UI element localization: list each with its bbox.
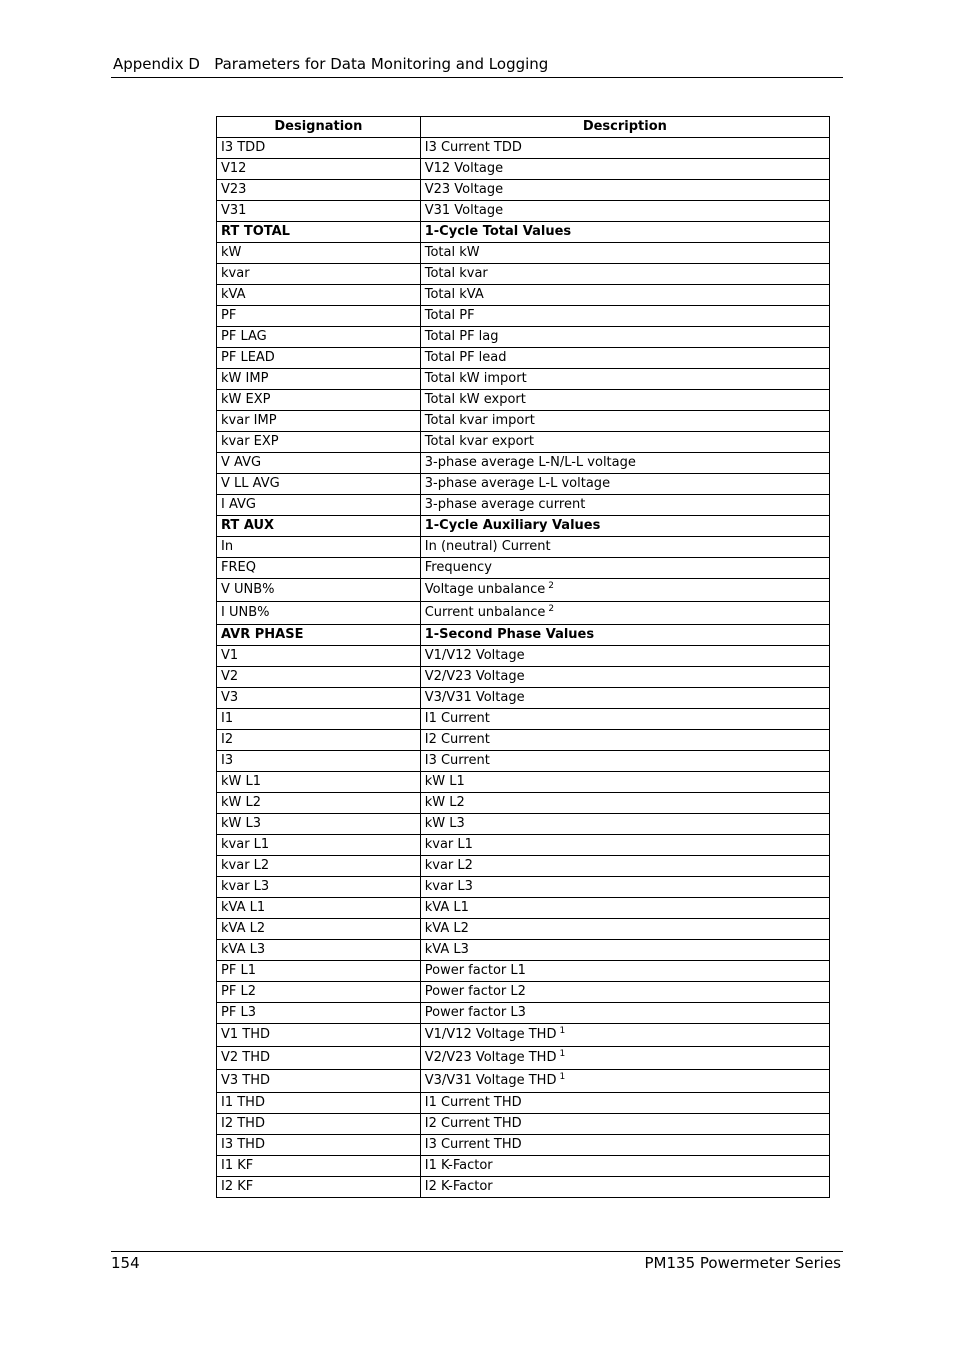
description-cell xyxy=(420,201,829,222)
description-text: Total kvar export xyxy=(424,434,535,449)
description-cell xyxy=(420,432,829,453)
description-text: I1 K-Factor xyxy=(424,1158,493,1173)
description-cell xyxy=(420,138,829,159)
description-text: 1-Second Phase Values xyxy=(424,627,595,642)
designation-cell: I1 THD xyxy=(217,1093,421,1114)
description-text: Total PF lead xyxy=(424,350,507,365)
designation-cell: PF LAG xyxy=(217,327,421,348)
designation-cell: I2 THD xyxy=(217,1114,421,1135)
description-cell xyxy=(420,772,829,793)
description-cell xyxy=(420,730,829,751)
description-cell xyxy=(420,327,829,348)
description-text: Power factor L1 xyxy=(424,963,526,978)
page-footer xyxy=(111,1251,843,1276)
description-cell xyxy=(420,348,829,369)
description-cell xyxy=(420,1047,829,1070)
designation-cell: kW L3 xyxy=(217,814,421,835)
product-name: PM135 Powermeter Series xyxy=(644,1254,841,1272)
description-cell xyxy=(420,898,829,919)
table-row xyxy=(217,1070,830,1093)
description-cell xyxy=(420,1177,829,1198)
description-text: Current unbalance xyxy=(424,605,546,620)
table-row xyxy=(217,1093,830,1114)
description-text: V2/V23 Voltage THD xyxy=(424,1050,557,1065)
designation-cell: RT TOTAL xyxy=(217,222,421,243)
description-text: Total kW import xyxy=(424,371,527,386)
description-cell xyxy=(420,495,829,516)
table-row xyxy=(217,1003,830,1024)
description-text: V1/V12 Voltage THD xyxy=(424,1027,557,1042)
description-text: I1 Current xyxy=(424,711,490,726)
description-cell xyxy=(420,919,829,940)
table-row xyxy=(217,793,830,814)
table-row xyxy=(217,327,830,348)
table-row xyxy=(217,919,830,940)
designation-cell: V31 xyxy=(217,201,421,222)
designation-cell: kW L1 xyxy=(217,772,421,793)
description-text: I2 Current THD xyxy=(424,1116,522,1131)
designation-cell: I2 xyxy=(217,730,421,751)
description-cell xyxy=(420,751,829,772)
designation-cell: I1 KF xyxy=(217,1156,421,1177)
table-row xyxy=(217,201,830,222)
description-cell xyxy=(420,961,829,982)
table-row xyxy=(217,751,830,772)
designation-cell: PF L2 xyxy=(217,982,421,1003)
description-cell xyxy=(420,1156,829,1177)
designation-cell: AVR PHASE xyxy=(217,625,421,646)
description-text: V31 Voltage xyxy=(424,203,504,218)
table-row xyxy=(217,814,830,835)
description-text: V12 Voltage xyxy=(424,161,504,176)
table-row xyxy=(217,243,830,264)
table-section-row xyxy=(217,625,830,646)
table-row xyxy=(217,1156,830,1177)
description-cell xyxy=(420,369,829,390)
designation-cell: V UNB% xyxy=(217,579,421,602)
table-row xyxy=(217,264,830,285)
description-text: In (neutral) Current xyxy=(424,539,551,554)
designation-cell: V1 THD xyxy=(217,1024,421,1047)
table-row xyxy=(217,667,830,688)
table-row xyxy=(217,474,830,495)
table-row xyxy=(217,1114,830,1135)
table-row xyxy=(217,1047,830,1070)
designation-cell: V AVG xyxy=(217,453,421,474)
table-row xyxy=(217,537,830,558)
footnote-marker: 1 xyxy=(559,1049,566,1059)
description-cell xyxy=(420,474,829,495)
designation-cell: PF L1 xyxy=(217,961,421,982)
description-text: Total kvar xyxy=(424,266,488,281)
table-row xyxy=(217,432,830,453)
table-row xyxy=(217,390,830,411)
description-text: 3-phase average current xyxy=(424,497,586,512)
description-cell xyxy=(420,646,829,667)
table-row xyxy=(217,306,830,327)
description-text: Total kW export xyxy=(424,392,526,407)
description-text: V3/V31 Voltage xyxy=(424,690,525,705)
description-text: V3/V31 Voltage THD xyxy=(424,1073,557,1088)
designation-cell: kW L2 xyxy=(217,793,421,814)
description-cell xyxy=(420,516,829,537)
table-row xyxy=(217,180,830,201)
description-text: Voltage unbalance xyxy=(424,582,546,597)
description-cell xyxy=(420,306,829,327)
description-text: I1 Current THD xyxy=(424,1095,522,1110)
description-text: V1/V12 Voltage xyxy=(424,648,525,663)
designation-cell: kVA L2 xyxy=(217,919,421,940)
parameters-table xyxy=(216,116,830,1198)
description-cell xyxy=(420,1003,829,1024)
designation-cell: kVA L3 xyxy=(217,940,421,961)
description-cell xyxy=(420,1135,829,1156)
description-cell xyxy=(420,558,829,579)
description-text: Total kVA xyxy=(424,287,484,302)
description-text: Total kW xyxy=(424,245,480,260)
table-row xyxy=(217,411,830,432)
designation-cell: FREQ xyxy=(217,558,421,579)
table-row xyxy=(217,579,830,602)
page-number: 154 xyxy=(111,1254,140,1272)
table-section-row xyxy=(217,516,830,537)
description-text: kW L1 xyxy=(424,774,465,789)
description-cell xyxy=(420,856,829,877)
description-cell xyxy=(420,982,829,1003)
description-text: Total PF xyxy=(424,308,475,323)
description-text: 1-Cycle Total Values xyxy=(424,224,572,239)
description-text: Total kvar import xyxy=(424,413,535,428)
description-cell xyxy=(420,411,829,432)
description-text: kvar L1 xyxy=(424,837,473,852)
designation-cell: V12 xyxy=(217,159,421,180)
designation-cell: I1 xyxy=(217,709,421,730)
description-text: V2/V23 Voltage xyxy=(424,669,525,684)
description-text: Total PF lag xyxy=(424,329,499,344)
designation-cell: kW EXP xyxy=(217,390,421,411)
table-row xyxy=(217,898,830,919)
description-cell xyxy=(420,625,829,646)
description-cell xyxy=(420,285,829,306)
table-row xyxy=(217,835,830,856)
description-cell xyxy=(420,835,829,856)
table-row xyxy=(217,730,830,751)
table-row xyxy=(217,1135,830,1156)
table-row xyxy=(217,856,830,877)
table-body xyxy=(217,138,830,1198)
description-text: kVA L1 xyxy=(424,900,469,915)
designation-cell: PF L3 xyxy=(217,1003,421,1024)
table-row xyxy=(217,709,830,730)
description-cell xyxy=(420,537,829,558)
description-cell xyxy=(420,579,829,602)
table-row xyxy=(217,1177,830,1198)
footnote-marker: 1 xyxy=(559,1026,566,1036)
designation-cell: PF xyxy=(217,306,421,327)
description-cell xyxy=(420,180,829,201)
header-title: Appendix D Parameters for Data Monitoring and Logging xyxy=(113,55,549,73)
description-cell xyxy=(420,877,829,898)
description-text: I2 K-Factor xyxy=(424,1179,493,1194)
description-cell xyxy=(420,793,829,814)
table-section-row xyxy=(217,222,830,243)
table-row xyxy=(217,940,830,961)
designation-cell: I UNB% xyxy=(217,602,421,625)
description-text: kVA L2 xyxy=(424,921,469,936)
description-text: 1-Cycle Auxiliary Values xyxy=(424,518,601,533)
designation-cell: V2 THD xyxy=(217,1047,421,1070)
description-text: Power factor L2 xyxy=(424,984,526,999)
designation-cell: PF LEAD xyxy=(217,348,421,369)
table-row xyxy=(217,602,830,625)
description-cell xyxy=(420,243,829,264)
footnote-marker: 1 xyxy=(559,1072,566,1082)
table-row xyxy=(217,961,830,982)
description-cell xyxy=(420,940,829,961)
designation-cell: kVA xyxy=(217,285,421,306)
designation-cell: In xyxy=(217,537,421,558)
designation-cell: kW xyxy=(217,243,421,264)
designation-cell: kvar EXP xyxy=(217,432,421,453)
description-cell xyxy=(420,1070,829,1093)
description-cell xyxy=(420,709,829,730)
designation-cell: I3 TDD xyxy=(217,138,421,159)
footnote-marker: 2 xyxy=(548,581,555,591)
designation-cell: V2 xyxy=(217,667,421,688)
description-text: I3 Current xyxy=(424,753,490,768)
description-text: I3 Current THD xyxy=(424,1137,522,1152)
table-row xyxy=(217,159,830,180)
table-row xyxy=(217,877,830,898)
designation-cell: I3 xyxy=(217,751,421,772)
description-text: I2 Current xyxy=(424,732,490,747)
description-text: I3 Current TDD xyxy=(424,140,522,155)
column-header-designation: Designation xyxy=(217,117,421,138)
description-cell xyxy=(420,814,829,835)
description-text: 3-phase average L-L voltage xyxy=(424,476,611,491)
description-text: kVA L3 xyxy=(424,942,469,957)
description-cell xyxy=(420,688,829,709)
designation-cell: kVA L1 xyxy=(217,898,421,919)
description-cell xyxy=(420,1093,829,1114)
designation-cell: kvar L1 xyxy=(217,835,421,856)
table-row xyxy=(217,772,830,793)
table-row xyxy=(217,285,830,306)
description-text: 3-phase average L-N/L-L voltage xyxy=(424,455,636,470)
table-row xyxy=(217,369,830,390)
description-text: V23 Voltage xyxy=(424,182,504,197)
designation-cell: V LL AVG xyxy=(217,474,421,495)
designation-cell: RT AUX xyxy=(217,516,421,537)
table-row xyxy=(217,982,830,1003)
table-header-row xyxy=(217,117,830,138)
designation-cell: kvar IMP xyxy=(217,411,421,432)
description-cell xyxy=(420,390,829,411)
description-cell xyxy=(420,667,829,688)
designation-cell: kW IMP xyxy=(217,369,421,390)
description-cell xyxy=(420,159,829,180)
description-text: Power factor L3 xyxy=(424,1005,526,1020)
designation-cell: V1 xyxy=(217,646,421,667)
description-cell xyxy=(420,1114,829,1135)
description-text: kvar L2 xyxy=(424,858,473,873)
description-text: kvar L3 xyxy=(424,879,473,894)
page-header xyxy=(111,55,843,78)
table-row xyxy=(217,495,830,516)
designation-cell: V3 xyxy=(217,688,421,709)
designation-cell: V23 xyxy=(217,180,421,201)
table-row xyxy=(217,453,830,474)
footnote-marker: 2 xyxy=(548,604,555,614)
designation-cell: kvar L2 xyxy=(217,856,421,877)
description-cell xyxy=(420,222,829,243)
designation-cell: kvar xyxy=(217,264,421,285)
description-text: Frequency xyxy=(424,560,492,575)
description-text: kW L2 xyxy=(424,795,465,810)
table-row xyxy=(217,1024,830,1047)
designation-cell: kvar L3 xyxy=(217,877,421,898)
table-row xyxy=(217,688,830,709)
table-row xyxy=(217,348,830,369)
column-header-description: Description xyxy=(420,117,829,138)
description-cell xyxy=(420,602,829,625)
description-cell xyxy=(420,264,829,285)
designation-cell: I3 THD xyxy=(217,1135,421,1156)
table-row xyxy=(217,138,830,159)
description-cell xyxy=(420,1024,829,1047)
table-row xyxy=(217,646,830,667)
designation-cell: I2 KF xyxy=(217,1177,421,1198)
table-row xyxy=(217,558,830,579)
description-cell xyxy=(420,453,829,474)
designation-cell: V3 THD xyxy=(217,1070,421,1093)
description-text: kW L3 xyxy=(424,816,465,831)
designation-cell: I AVG xyxy=(217,495,421,516)
